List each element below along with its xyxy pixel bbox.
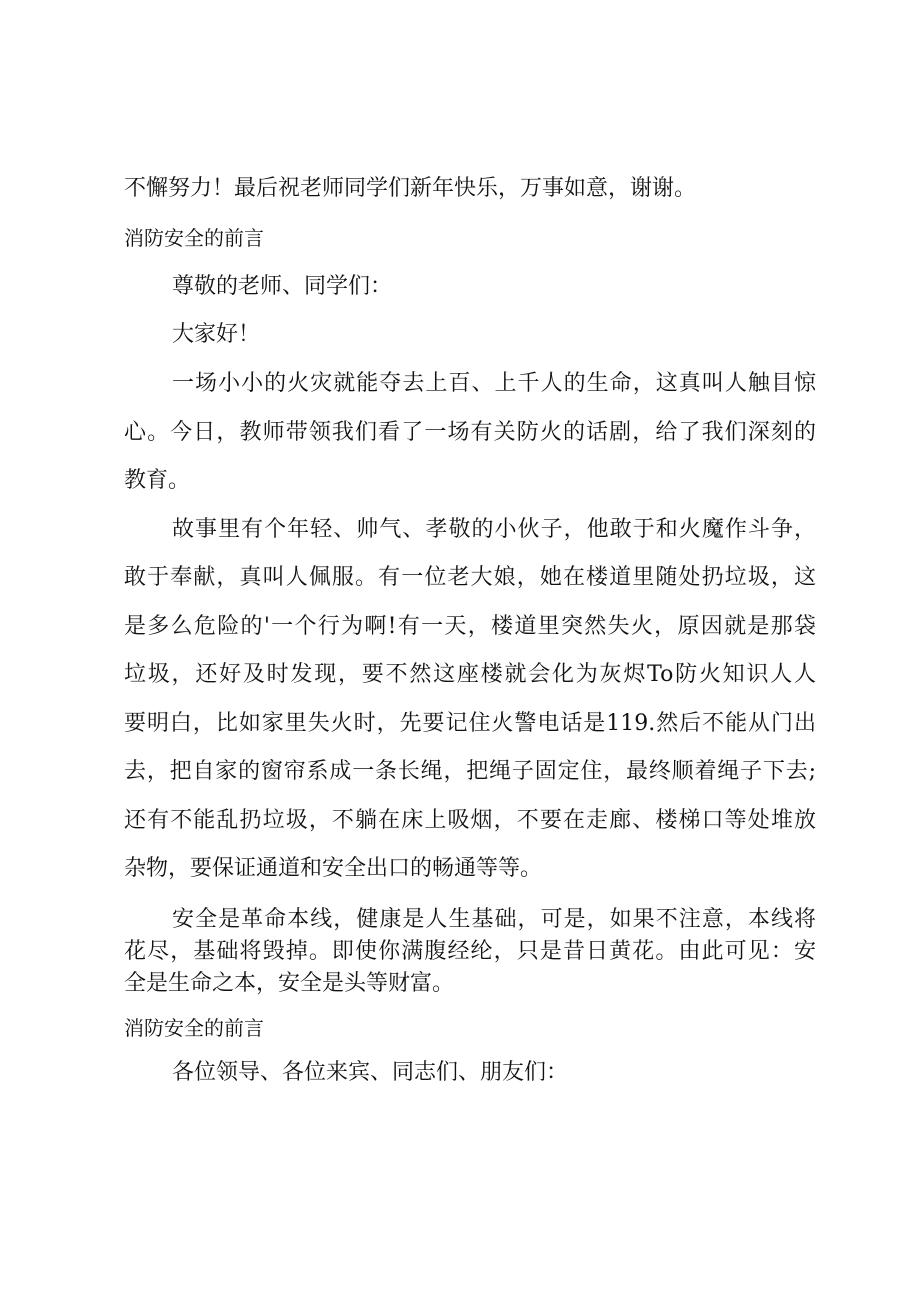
paragraph-line: 全是生命之本，安全是头等财富。 (124, 971, 455, 996)
paragraph-line: 是多么危险的'一个行为啊!有一天，楼道里突然失火，原因就是那袋 (124, 614, 816, 639)
section-heading: 消防安全的前言 (124, 226, 264, 250)
paragraph-line: 去，把自家的窗帘系成一条长绳，把绳子固定住，最终顺着绳子下去; (124, 759, 816, 784)
paragraph-line: 杂物，要保证通道和安全出口的畅通等等。 (124, 856, 543, 881)
paragraph-line: 安全是革命本线，健康是人生基础，可是，如果不注意，本线将 (172, 907, 816, 932)
section-heading: 消防安全的前言 (124, 1016, 264, 1040)
paragraph-line: 不懈努力！最后祝老师同学们新年快乐，万事如意，谢谢。 (124, 176, 697, 201)
paragraph-line: 心。今日，教师带领我们看了一场有关防火的话剧，给了我们深刻的 (124, 420, 816, 445)
salutation-line: 尊敬的老师、同学们： (172, 274, 393, 299)
paragraph-line: 要明白，比如家里失火时，先要记住火警电话是119.然后不能从门出 (124, 711, 816, 736)
salutation-line: 各位领导、各位来宾、同志们、朋友们： (172, 1060, 569, 1085)
paragraph-line: 教育。 (124, 468, 191, 493)
paragraph-line: 垃圾，还好及时发现，要不然这座楼就会化为灰烬To防火知识人人 (124, 662, 816, 687)
greeting-line: 大家好！ (172, 322, 261, 347)
paragraph-line: 一场小小的火灾就能夺去上百、上千人的生命，这真叫人触目惊 (172, 371, 816, 396)
paragraph-line: 花尽，基础将毁掉。即使你满腹经纶，只是昔日黄花。由此可见：安 (124, 939, 816, 964)
paragraph-line: 故事里有个年轻、帅气、孝敬的小伙子，他敢于和火魔作斗争， (172, 517, 816, 542)
paragraph-line: 还有不能乱扔垃圾，不躺在床上吸烟，不要在走廊、楼梯口等处堆放 (124, 808, 816, 833)
paragraph-line: 敢于奉献，真叫人佩服。有一位老大娘，她在楼道里随处扔垃圾，这 (124, 565, 816, 590)
